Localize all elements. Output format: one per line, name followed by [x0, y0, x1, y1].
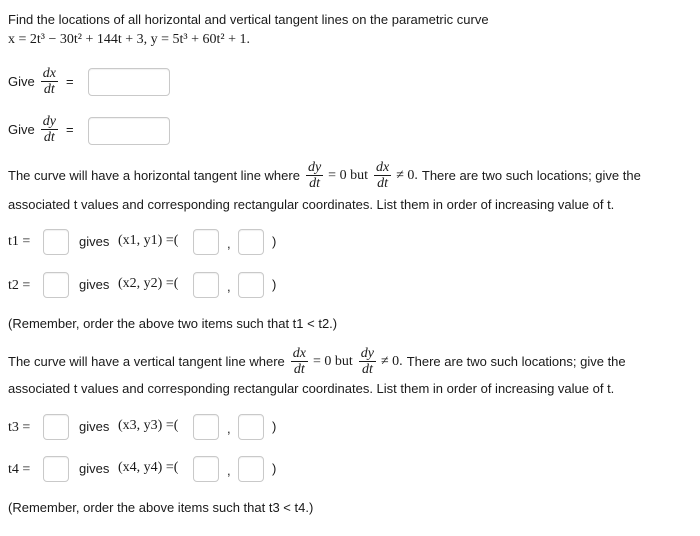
- t3-input[interactable]: [43, 414, 69, 440]
- horizontal-instructions: associated t values and corresponding rectangular coordinates. List them in order of increasing value of t.: [8, 197, 615, 212]
- x1-input[interactable]: [193, 229, 219, 255]
- comma: ,: [227, 421, 231, 436]
- vertical-reminder: (Remember, order the above items such that t3 < t4.): [8, 500, 314, 515]
- x4-input[interactable]: [193, 456, 219, 482]
- give-label: Give: [8, 122, 35, 137]
- comma: ,: [227, 463, 231, 478]
- x2y2-label: (x2, y2) =(: [118, 276, 179, 291]
- close-paren: ): [272, 277, 277, 292]
- horizontal-reminder: (Remember, order the above two items such that t1 < t2.): [8, 316, 338, 331]
- t3-label: t3 =: [8, 420, 31, 435]
- y3-input[interactable]: [238, 414, 264, 440]
- y1-input[interactable]: [238, 229, 264, 255]
- gives-label: gives: [79, 277, 110, 292]
- close-paren: ): [272, 461, 277, 476]
- dydt-fraction: $\frac{dy}{dt}$: [307, 160, 322, 191]
- give-dxdt-row: [8, 66, 74, 97]
- gives-label: gives: [79, 419, 110, 434]
- t2-input[interactable]: [43, 272, 69, 298]
- t4-label: t4 =: [8, 462, 31, 477]
- x2-input[interactable]: [193, 272, 219, 298]
- close-paren: ): [272, 419, 277, 434]
- horizontal-tangent-sentence: The curve will have a horizontal tangent line where $\frac{dy}{dt}$ = 0 but $\frac{dx}{dt}$ ≠ 0. There are two such locations; give the: [8, 160, 641, 191]
- dxdt-fraction: $\frac{dx}{dt}$: [42, 66, 56, 97]
- equals-sign: =: [65, 74, 74, 89]
- comma: ,: [227, 236, 231, 251]
- vertical-tangent-sentence: The curve will have a vertical tangent line where $\frac{dx}{dt}$ = 0 but $\frac{dy}{dt}$ ≠ 0. There are two such locations; give the: [8, 346, 626, 377]
- x3-input[interactable]: [193, 414, 219, 440]
- dydt-fraction: $\frac{dy}{dt}$: [42, 114, 56, 145]
- t4-input[interactable]: [43, 456, 69, 482]
- dxdt-answer-input[interactable]: [88, 68, 170, 96]
- dydt-answer-input[interactable]: [88, 117, 170, 145]
- question-intro: Find the locations of all horizontal and vertical tangent lines on the parametric curve: [8, 12, 489, 27]
- dxdt-fraction: $\frac{dx}{dt}$: [292, 346, 306, 377]
- x4y4-label: (x4, y4) =(: [118, 460, 179, 475]
- curve-equation: x = 2t³ − 30t² + 144t + 3, y = 5t³ + 60t² + 1.: [8, 32, 251, 47]
- comma: ,: [227, 279, 231, 294]
- x3y3-label: (x3, y3) =(: [118, 418, 179, 433]
- equals-sign: =: [65, 122, 74, 137]
- x1y1-label: (x1, y1) =(: [118, 233, 179, 248]
- t1-input[interactable]: [43, 229, 69, 255]
- t2-label: t2 =: [8, 278, 31, 293]
- y2-input[interactable]: [238, 272, 264, 298]
- give-label: Give: [8, 74, 35, 89]
- vertical-instructions: associated t values and corresponding rectangular coordinates. List them in order of increasing value of t.: [8, 381, 615, 396]
- y4-input[interactable]: [238, 456, 264, 482]
- give-dydt-row: [8, 114, 74, 145]
- t1-label: t1 =: [8, 234, 31, 249]
- dydt-fraction: $\frac{dy}{dt}$: [360, 346, 374, 377]
- gives-label: gives: [79, 234, 110, 249]
- close-paren: ): [272, 234, 277, 249]
- dxdt-fraction: $\frac{dx}{dt}$: [375, 160, 390, 191]
- gives-label: gives: [79, 461, 110, 476]
